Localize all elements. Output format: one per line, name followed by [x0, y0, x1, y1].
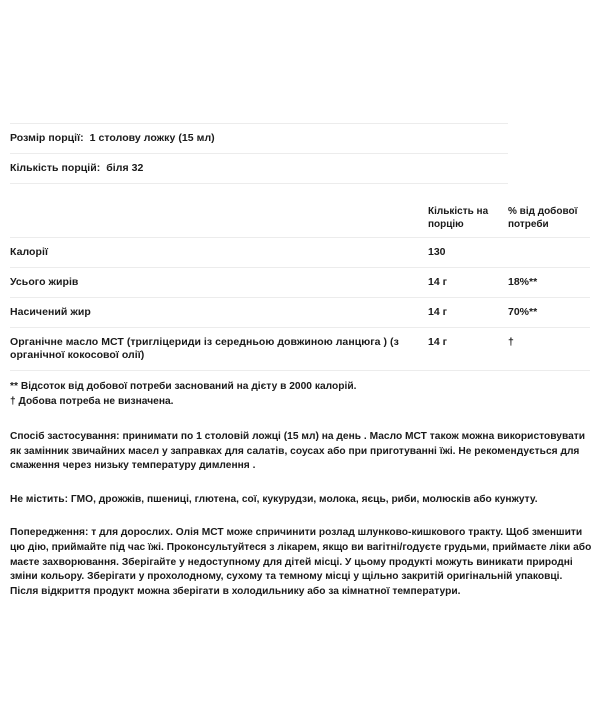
serving-size-label: Розмір порції: — [10, 132, 84, 144]
nutrient-amount: 130 — [428, 238, 508, 268]
header-amount-per-serving: Кількість на порцію — [428, 198, 508, 238]
serving-size-row — [10, 124, 590, 154]
daily-value-footnote: ** Відсоток від добової потреби заснований на дієту в 2000 калорій. — [10, 381, 357, 392]
servings-value: біля 32 — [106, 162, 144, 174]
table-header-row — [10, 198, 590, 238]
spacer-cell-dv — [508, 184, 590, 199]
allergen-free-paragraph: Не містить: ГМО, дрожжів, пшениці, глютена, сої, кукурудзи, молока, яєць, риби, молюсків або кунжуту. — [10, 493, 538, 505]
nutrient-name: Усього жирів — [10, 268, 428, 298]
serving-size-value: 1 столову ложку (15 мл) — [89, 132, 215, 144]
nutrient-dv: † — [508, 328, 590, 371]
header-blank — [10, 198, 428, 238]
spacer-cell-name — [10, 184, 428, 199]
table-spacer-row — [10, 184, 590, 199]
nutrient-name: Насичений жир — [10, 298, 428, 328]
nutrient-dv: 18%** — [508, 268, 590, 298]
header-daily-value: % від добової потреби — [508, 198, 590, 238]
nutrient-name: Органічне масло МСТ (тригліцериди із середньою довжиною ланцюга ) (з органічної кокосової олії) — [10, 328, 428, 371]
table-row — [10, 328, 590, 371]
nutrient-name: Калорії — [10, 238, 428, 268]
servings-per-container-row — [10, 154, 590, 184]
servings-amount — [428, 154, 508, 184]
table-row — [10, 238, 590, 268]
table-row — [10, 298, 590, 328]
serving-size-amount — [428, 124, 508, 154]
usage-directions-paragraph: Спосіб застосування: принимати по 1 столовій ложці (15 мл) на день . Масло МСТ також можна використовувати як замінник звичайних масел у заправках для салатів, соусах або при приготуванні їжі. Не рекомендується для смаження через низьку температуру димлення . — [10, 431, 586, 472]
servings-dv — [508, 154, 590, 184]
nutrient-dv: 70%** — [508, 298, 590, 328]
nutrient-amount: 14 г — [428, 328, 508, 371]
serving-size-dv — [508, 124, 590, 154]
footnotes-block — [10, 380, 590, 409]
dagger-footnote: † Добова потреба не визначена. — [10, 395, 174, 407]
nutrient-amount: 14 г — [428, 298, 508, 328]
supplement-facts-page — [0, 123, 600, 723]
supplement-facts-table — [10, 123, 590, 371]
spacer-cell-amount — [428, 184, 508, 199]
nutrient-dv — [508, 238, 590, 268]
nutrient-amount: 14 г — [428, 268, 508, 298]
servings-label: Кількість порцій: — [10, 162, 101, 174]
table-row — [10, 268, 590, 298]
warning-paragraph: Попередження: т для дорослих. Олія МСТ може спричинити розлад шлунково-кишкового тракту. Щоб зменшити цю дію, приймайте під час їжі. Проконсультуйтеся з лікарем, якщо ви вагітні/годуєте грудьми, приймаєте ліки або маєте захворювання. Зберігайте у недоступному для дітей місці. У цьому продукті можуть виникати природні зміни кольору. Зберігати у прохолодному, сухому та темному місці у щільно закритій оригінальній упаковці. Після відкриття продукт можна зберігати в холодильнику або за кімнатної температури. — [10, 527, 592, 597]
